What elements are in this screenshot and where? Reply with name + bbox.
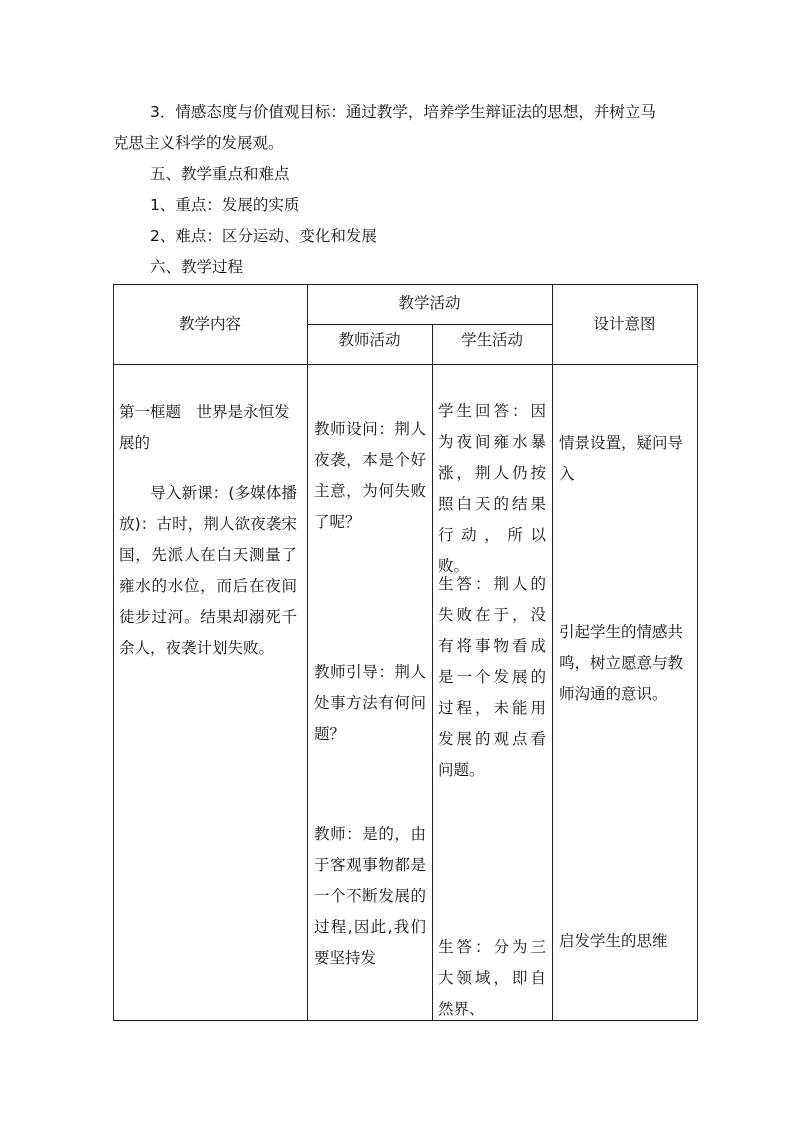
lesson-title: 第一框题 世界是永恒发展的 [119,403,290,452]
difficulty-point: 2、难点：区分运动、变化和发展 [150,227,377,245]
section5-heading: 五、教学重点和难点 [150,165,290,183]
header-activity: 教学活动 [398,294,461,312]
teacher-statement: 教师：是的，由于客观事物都是一个不断发展的过程,因此,我们要坚持发 [314,825,426,967]
header-teacher: 教师活动 [338,331,401,349]
goal3-line1: 3．情感态度与价值观目标：通过教学，培养学生辩证法的思想，并树立马 [150,103,656,121]
teacher-question-1: 教师设问：荆人夜袭，本是个好主意，为何失败了呢？ [314,420,426,531]
goal3-line2: 克思主义科学的发展观。 [113,134,284,152]
table-border-top [113,284,698,285]
intent-1: 情景设置，疑问导入 [559,434,684,483]
table-border-right [697,284,698,1021]
teacher-question-2: 教师引导：荆人处事方法有何问题？ [314,663,426,743]
table-border-left [113,284,114,1021]
lesson-intro: 导入新课：(多媒体播放)：古时，荆人欲夜袭宋国，先派人在白天测量了雍水的水位，而后在夜间徒步过河。结果却溺死千余人，夜袭计划失败。 [119,484,297,657]
student-answer-2: 生答：荆人的失败在于，没有将事物看成是一个发展的过程，未能用发展的观点看问题。 [438,575,546,779]
student-answer-3: 生答：分为三大领域，即自然界、 [438,938,546,1018]
header-student: 学生活动 [460,331,523,349]
column-divider-2 [432,324,433,1021]
header-content: 教学内容 [178,315,241,333]
header-intent: 设计意图 [593,315,656,333]
header-divider [113,364,698,365]
intent-3: 启发学生的思维 [559,932,668,950]
key-point: 1、重点：发展的实质 [150,196,300,214]
student-answer-1: 学生回答：因为夜间雍水暴涨，荆人仍按照白天的结果行动，所以败。 [438,402,546,575]
intent-2: 引起学生的情感共鸣，树立愿意与教师沟通的意识。 [559,623,684,703]
teaching-process-table [113,284,698,1021]
column-divider-1 [307,284,308,1021]
section6-heading: 六、教学过程 [150,258,244,276]
table-border-bottom [113,1020,698,1021]
column-divider-3 [552,284,553,1021]
